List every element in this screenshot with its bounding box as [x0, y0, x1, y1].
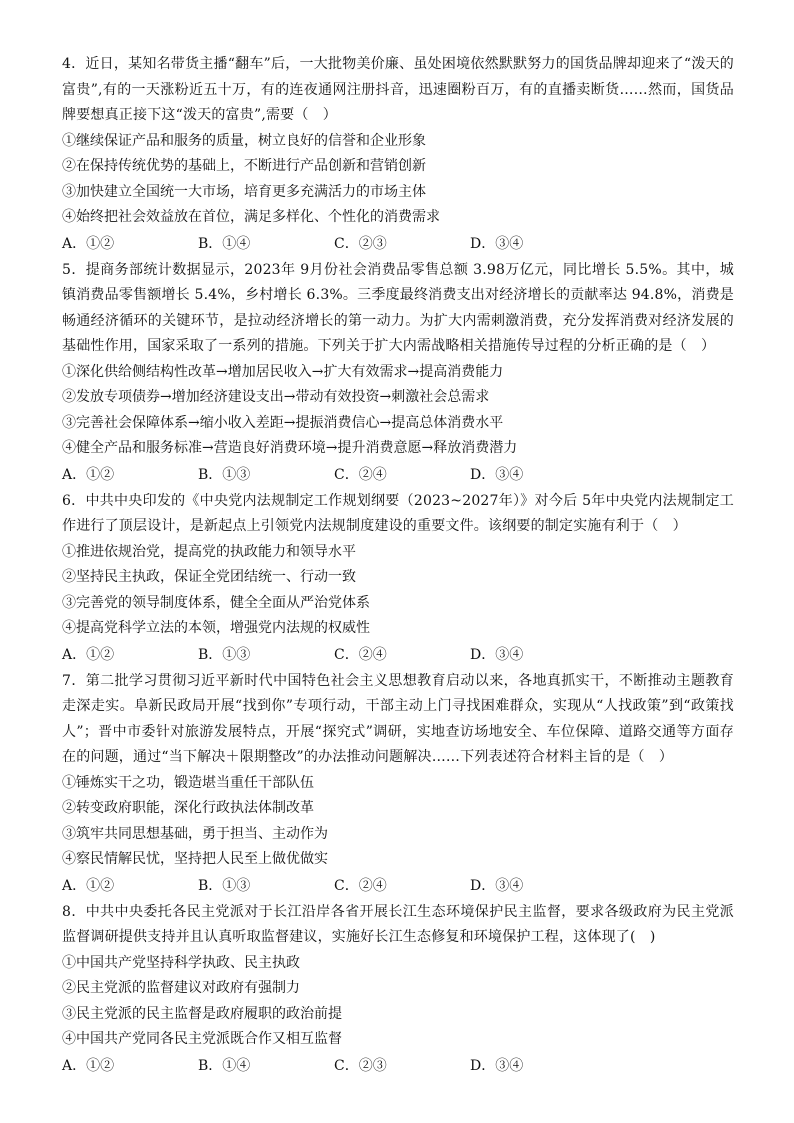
question-4 — [62, 52, 734, 257]
question-stem: 8．中共中央委托各民主党派对于长江沿岸各省开展长江生态环境保护民主监督，要求各级政府为民主党派监督调研提供支持并且认真听取监督建议，实施好长江生态修复和环境保护工程，这体现了( ) — [62, 903, 734, 945]
choice-b: B．①④ — [198, 1057, 251, 1074]
choice-d: D．③④ — [470, 235, 524, 252]
document-page — [62, 52, 734, 1080]
choice-a: A．①② — [62, 1057, 115, 1074]
option-statement: ③完善党的领导制度体系，健全全面从严治党体系 — [62, 594, 370, 611]
option-statement: ①中国共产党坚持科学执政、民主执政 — [62, 954, 300, 971]
choice-b: B．①③ — [198, 646, 251, 663]
option-statement: ①继续保证产品和服务的质量，树立良好的信誉和企业形象 — [62, 132, 426, 149]
option-statement: ④中国共产党同各民主党派既合作又相互监督 — [62, 1031, 342, 1047]
answer-choices — [62, 231, 734, 257]
question-stem: 7．第二批学习贯彻习近平新时代中国特色社会主义思想教育启动以来，各地真抓实干，不断推动主题教育走深走实。阜新民政局开展“找到你”专项行动，干部主动上门寻找困难群众，实现从“人找政策”到“政策找人”；晋中市委针对旅游发展特点，开展“探究式”调研，实地查访场地安全、车位保障、道路交通等方面存在的问题，通过“当下解决＋限期整改”的办法推动问题解决……下列表述符合材料主旨的是（ ） — [62, 672, 734, 765]
question-stem: 5．提商务部统计数据显示，2023年 9月份社会消费品零售总额 3.98万亿元，同比增长 5.5%。其中，城镇消费品零售额增长 5.4%，乡村增长 6.3%。三季度最终消费支出对经济增长的贡献率达 94.8%，消费是畅通经济循环的关键环节，是拉动经济增长的第一动力。为扩大内需刺激消费，充分发挥消费对经济发展的基础性作用，国家采取了一系列的措施。下列关于扩大内需战略相关措施传导过程的分析正确的是（ ） — [62, 261, 734, 354]
question-8 — [62, 900, 734, 1079]
option-statement: ①深化供给侧结构性改革→增加居民收入→扩大有效需求→提高消费能力 — [62, 363, 504, 380]
question-6 — [62, 489, 734, 668]
choice-a: A．①② — [62, 877, 115, 894]
question-7 — [62, 669, 734, 899]
option-statement: ②转变政府职能，深化行政执法体制改革 — [62, 800, 314, 816]
option-statement: ④健全产品和服务标准→营造良好消费环境→提升消费意愿→释放消费潜力 — [62, 440, 518, 456]
choice-c: C．②④ — [334, 646, 387, 663]
option-statement: ①推进依规治党，提高党的执政能力和领导水平 — [62, 543, 356, 560]
option-statement: ④察民情解民忧，坚持把人民至上做优做实 — [62, 851, 328, 867]
option-statement: ④提高党科学立法的本领，增强党内法规的权威性 — [62, 620, 370, 636]
choice-c: C．②③ — [334, 235, 387, 252]
question-5 — [62, 258, 734, 488]
choice-b: B．①③ — [198, 877, 251, 894]
option-statement: ③民主党派的民主监督是政府履职的政治前提 — [62, 1005, 342, 1022]
choice-c: C．②④ — [334, 877, 387, 894]
choice-a: A．①② — [62, 466, 115, 483]
choice-c: C．②③ — [334, 1057, 387, 1074]
choice-c: C．②④ — [334, 466, 387, 483]
answer-choices — [62, 642, 734, 668]
answer-choices — [62, 1053, 734, 1079]
option-statement: ②民主党派的监督建议对政府有强制力 — [62, 980, 300, 996]
option-statement: ③加快建立全国统一大市场，培育更多充满活力的市场主体 — [62, 183, 426, 200]
option-statement: ①锤炼实干之功，锻造堪当重任干部队伍 — [62, 774, 314, 791]
answer-choices — [62, 462, 734, 488]
option-statement: ②坚持民主执政，保证全党团结统一、行动一致 — [62, 569, 356, 585]
option-statement: ④始终把社会效益放在首位，满足多样化、个性化的消费需求 — [62, 209, 440, 225]
choice-a: A．①② — [62, 646, 115, 663]
choice-d: D．③④ — [470, 646, 524, 663]
option-statement: ③筑牢共同思想基础，勇于担当、主动作为 — [62, 825, 328, 842]
option-statement: ②在保持传统优势的基础上，不断进行产品创新和营销创新 — [62, 158, 426, 174]
choice-a: A．①② — [62, 235, 115, 252]
question-stem: 6．中共中央印发的《中央党内法规制定工作规划纲要（2023~2027年）》对今后 5年中央党内法规制定工作进行了顶层设计，是新起点上引领党内法规制度建设的重要文件。该纲要的制定实施有利于（ ） — [62, 492, 734, 534]
choice-d: D．③④ — [470, 1057, 524, 1074]
option-statement: ②发放专项债券→增加经济建设支出→带动有效投资→刺激社会总需求 — [62, 389, 490, 405]
choice-d: D．③④ — [470, 877, 524, 894]
question-stem: 4．近日，某知名带货主播“翻车”后，一大批物美价廉、虽处困境依然默默努力的国货品牌却迎来了“泼天的富贵”,有的一天涨粉近五十万，有的连夜通网注册抖音，迅速圈粉百万，有的直播卖断货……然而，国货品牌要想真正接下这“泼天的富贵”,需要（ ） — [62, 56, 734, 123]
choice-b: B．①④ — [198, 235, 251, 252]
choice-b: B．①③ — [198, 466, 251, 483]
choice-d: D．③④ — [470, 466, 524, 483]
answer-choices — [62, 873, 734, 899]
option-statement: ③完善社会保障体系→缩小收入差距→提振消费信心→提高总体消费水平 — [62, 414, 504, 431]
